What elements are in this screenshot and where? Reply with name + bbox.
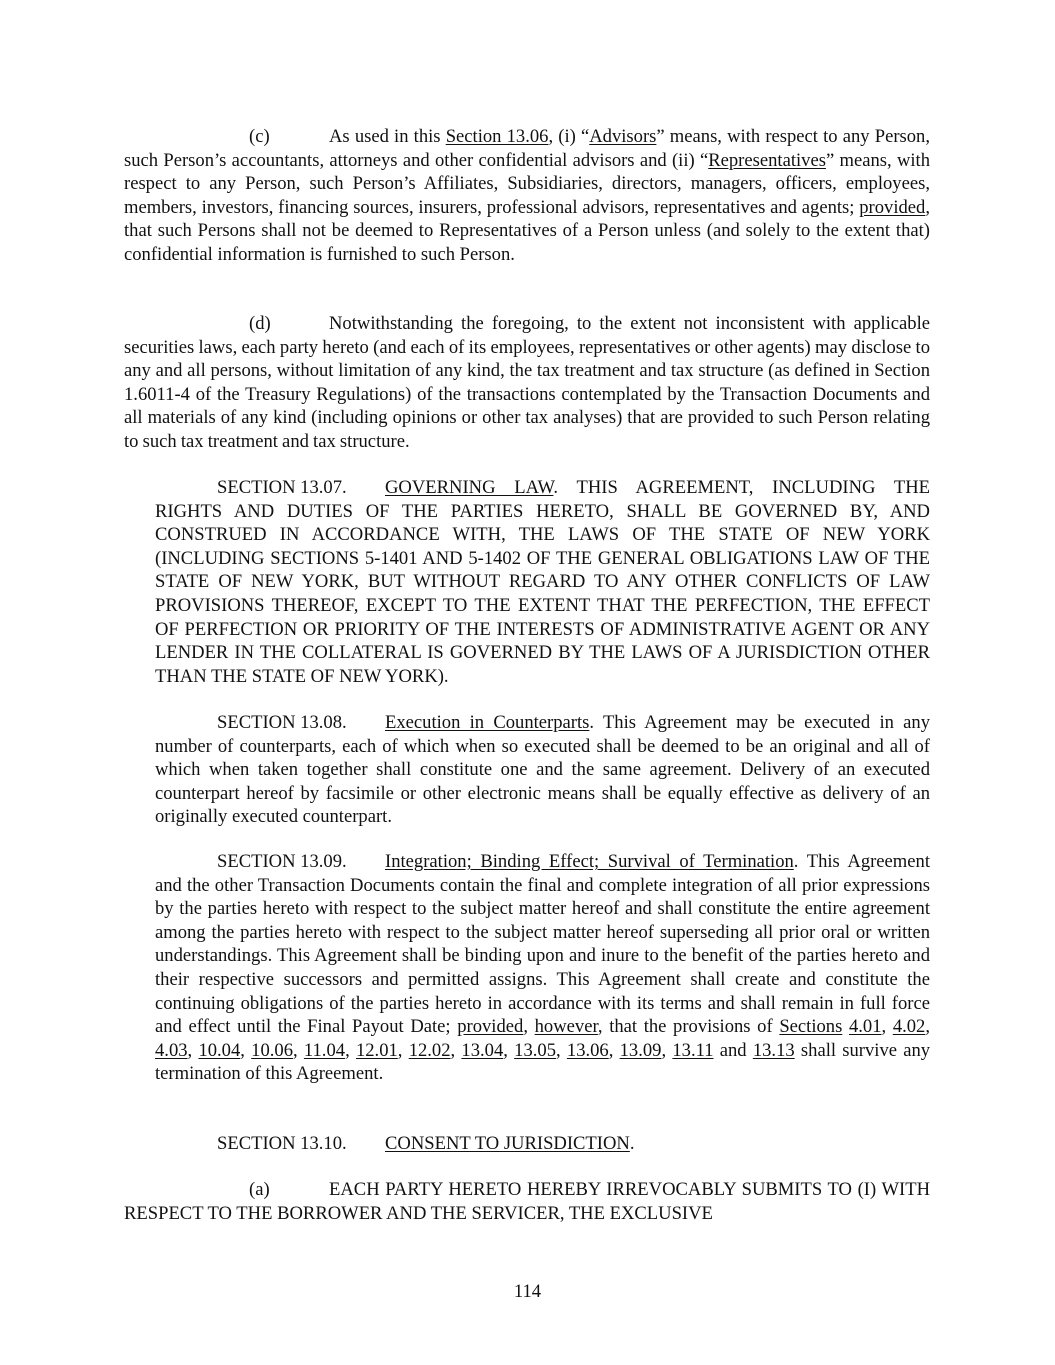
- section-number: SECTION 13.10.: [217, 1133, 347, 1154]
- section-reference: 4.01: [848, 1016, 882, 1038]
- section-reference: 4.02: [892, 1016, 926, 1038]
- section-reference: 13.04: [461, 1039, 504, 1061]
- paragraph-c: (c) As used in this Section 13.06, (i) “Advisors” means, with respect to any Person, such Person’s accountants, attorneys and other confidential advisors and (ii) “Representatives” means, with respect to any Person, such Person’s Affiliates, Subsidiaries, directors, managers, officers, employees, members, investors, financing sources, insurers, professional advisors, representatives and agents; provided, that such Persons shall not be deemed to Representatives of a Person unless (and solely to the extent that) confidential information is furnished to such Person.: [124, 126, 930, 265]
- section-reference: 13.09: [619, 1039, 662, 1061]
- section-number: SECTION 13.08.: [217, 712, 347, 733]
- section-13-09: SECTION 13.09. Integration; Binding Effect; Survival of Termination. This Agreement and the other Transaction Documents contain the final and complete integration of all prior expressions by the parties hereto with respect to the subject matter hereof and shall constitute the entire agreement among the parties hereto with respect to the subject matter hereof superseding all prior oral or written understandings. This Agreement shall be binding upon and inure to the benefit of the parties hereto and their respective successors and permitted assigns. This Agreement shall create and constitute the continuing obligations of the parties hereto in accordance with its terms and shall remain in full force and effect until the Final Payout Date; provided, however, that the provisions of Sections 4.01, 4.02, 4.03, 10.04, 10.06, 11.04, 12.01, 12.02, 13.04, 13.05, 13.06, 13.09, 13.11 and 13.13 shall survive any termination of this Agreement.: [155, 851, 931, 1085]
- proviso-term: provided: [859, 196, 926, 218]
- section-reference: Section 13.06: [445, 126, 549, 147]
- section-reference: 12.02: [408, 1039, 451, 1061]
- defined-term: Representatives: [708, 149, 826, 171]
- section-number: SECTION 13.09.: [217, 851, 347, 872]
- section-13-10: SECTION 13.10. CONSENT TO JURISDICTION.: [217, 1133, 635, 1154]
- section-reference: 12.01: [355, 1039, 398, 1061]
- section-heading: GOVERNING LAW: [385, 477, 554, 498]
- paragraph-a: (a) EACH PARTY HERETO HEREBY IRREVOCABLY SUBMITS TO (I) WITH RESPECT TO THE BORROWER AND THE SERVICER, THE EXCLUSIVE: [124, 1179, 930, 1224]
- defined-term: Advisors: [589, 126, 657, 147]
- section-reference: 13.05: [514, 1039, 556, 1061]
- section-reference: 13.11: [672, 1039, 714, 1061]
- section-heading: Execution in Counterparts: [385, 712, 590, 733]
- section-reference: 10.06: [251, 1039, 294, 1061]
- section-number: SECTION 13.07.: [217, 477, 347, 498]
- section-reference: 13.06: [566, 1039, 609, 1061]
- sections-label: Sections: [779, 1016, 843, 1038]
- section-13-08: SECTION 13.08. Execution in Counterparts. This Agreement may be executed in any number of counterparts, each of which when so executed shall be deemed to be an original and all of which when taken together shall constitute one and the same agreement. Delivery of an executed counterpart hereof by facsimile or other electronic means shall be equally effective as delivery of an originally executed counterpart.: [155, 712, 930, 828]
- proviso-term: provided: [457, 1016, 524, 1038]
- proviso-term: however: [534, 1016, 598, 1038]
- paragraph-label: [124, 126, 249, 147]
- section-13-07: SECTION 13.07. GOVERNING LAW. THIS AGREEMENT, INCLUDING THE RIGHTS AND DUTIES OF THE PARTIES HERETO, SHALL BE GOVERNED BY, AND CONSTRUED IN ACCORDANCE WITH, THE LAWS OF THE STATE OF NEW YORK (INCLUDING SECTIONS 5-1401 AND 5-1402 OF THE GENERAL OBLIGATIONS LAW OF THE STATE OF NEW YORK, BUT WITHOUT REGARD TO ANY OTHER CONFLICTS OF LAW PROVISIONS THEREOF, EXCEPT TO THE EXTENT THAT THE PERFECTION, THE EFFECT OF PERFECTION OR PRIORITY OF THE INTERESTS OF ADMINISTRATIVE AGENT OR ANY LENDER IN THE COLLATERAL IS GOVERNED BY THE LAWS OF A JURISDICTION OTHER THAN THE STATE OF NEW YORK).: [155, 477, 930, 687]
- page-number: 114: [513, 1281, 542, 1302]
- section-reference: 4.03: [155, 1039, 188, 1061]
- paragraph-label-text: (a): [249, 1179, 270, 1200]
- section-heading: Integration; Binding Effect; Survival of Termination: [385, 851, 794, 872]
- paragraph-label-text: (c): [249, 126, 270, 147]
- section-heading: CONSENT TO JURISDICTION: [385, 1133, 630, 1154]
- paragraph-label-text: (d): [249, 313, 271, 334]
- paragraph-d: (d) Notwithstanding the foregoing, to the extent not inconsistent with applicable securities laws, each party hereto (and each of its employees, representatives or other agents) may disclose to any and all persons, without limitation of any kind, the tax treatment and tax structure (as defined in Section 1.6011-4 of the Treasury Regulations) of the transactions contemplated by the Transaction Documents and all materials of any kind (including opinions or other tax analyses) that are provided to such Person relating to such tax treatment and tax structure.: [124, 313, 930, 452]
- section-reference: 10.04: [198, 1039, 241, 1061]
- section-reference: 13.13: [752, 1039, 795, 1061]
- section-reference: 11.04: [303, 1039, 346, 1061]
